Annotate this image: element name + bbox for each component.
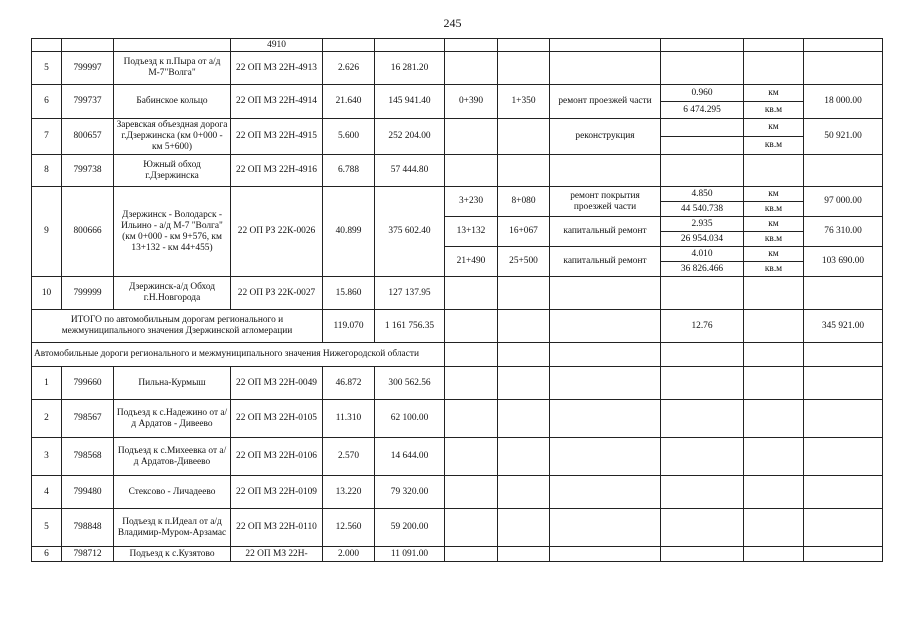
road-code: 799738 [62, 155, 114, 187]
road-name: Пильна-Курмыш [114, 367, 231, 400]
total-work-length: 12.76 [661, 310, 744, 343]
work-length: 2.935 [661, 217, 744, 232]
work-area: 44 540.738 [661, 202, 744, 217]
road-index: 22 ОП МЗ 22Н-0109 [231, 476, 323, 509]
row-number: 5 [32, 509, 62, 547]
road-name: Подъезд к с.Михеевка от а/д Ардатов-Дивеево [114, 438, 231, 476]
road-code: 798567 [62, 400, 114, 438]
work-end: 16+067 [498, 217, 550, 247]
work-sum: 18 000.00 [804, 85, 883, 119]
road-cost: 127 137.95 [375, 277, 445, 310]
road-cost: 16 281.20 [375, 52, 445, 85]
road-length: 15.860 [323, 277, 375, 310]
total-label: ИТОГО по автомобильным дорогам регионального и межмуниципального значения Дзержинской агломерации [32, 310, 323, 343]
road-length: 21.640 [323, 85, 375, 119]
total-sum: 345 921.00 [804, 310, 883, 343]
work-start: 21+490 [445, 247, 498, 277]
road-index: 4910 [231, 39, 323, 52]
table-row [32, 367, 883, 400]
unit-km: км [744, 187, 804, 202]
work-length: 4.010 [661, 247, 744, 262]
table-row [32, 119, 883, 137]
road-code: 799999 [62, 277, 114, 310]
road-length: 40.899 [323, 187, 375, 277]
work-type: ремонт покрытия проезжей части [550, 187, 661, 217]
unit-sqm: кв.м [744, 262, 804, 277]
table-row [32, 52, 883, 85]
row-number: 8 [32, 155, 62, 187]
roads-table [31, 38, 883, 562]
row-number: 7 [32, 119, 62, 155]
total-row [32, 310, 883, 343]
road-name: Южный обход г.Дзержинска [114, 155, 231, 187]
row-number: 6 [32, 547, 62, 562]
road-code: 799737 [62, 85, 114, 119]
road-code: 799997 [62, 52, 114, 85]
unit-sqm: кв.м [744, 232, 804, 247]
road-index: 22 ОП МЗ 22Н-4913 [231, 52, 323, 85]
total-cost: 1 161 756.35 [375, 310, 445, 343]
road-length: 6.788 [323, 155, 375, 187]
table-row [32, 400, 883, 438]
work-sum: 103 690.00 [804, 247, 883, 277]
section-header-row [32, 343, 883, 367]
work-start: 13+132 [445, 217, 498, 247]
road-length: 12.560 [323, 509, 375, 547]
row-number: 1 [32, 367, 62, 400]
road-index: 22 ОП РЗ 22К-0027 [231, 277, 323, 310]
road-index: 22 ОП МЗ 22Н-0049 [231, 367, 323, 400]
unit-sqm: кв.м [744, 202, 804, 217]
road-length: 2.000 [323, 547, 375, 562]
road-cost: 62 100.00 [375, 400, 445, 438]
road-code: 798712 [62, 547, 114, 562]
road-cost: 145 941.40 [375, 85, 445, 119]
road-name: Бабинское кольцо [114, 85, 231, 119]
work-end: 25+500 [498, 247, 550, 277]
road-code: 799480 [62, 476, 114, 509]
unit-sqm: кв.м [744, 137, 804, 155]
work-type: ремонт проезжей части [550, 85, 661, 119]
row-number: 4 [32, 476, 62, 509]
total-length: 119.070 [323, 310, 375, 343]
table-row [32, 438, 883, 476]
road-cost: 300 562.56 [375, 367, 445, 400]
unit-sqm: кв.м [744, 102, 804, 119]
road-length: 11.310 [323, 400, 375, 438]
table-row [32, 155, 883, 187]
page-number: 245 [443, 16, 462, 30]
section-title: Автомобильные дороги регионального и межмуниципального значения Нижегородской области [32, 343, 445, 367]
row-number: 5 [32, 52, 62, 85]
work-start: 0+390 [445, 85, 498, 119]
road-cost: 252 204.00 [375, 119, 445, 155]
row-number: 10 [32, 277, 62, 310]
road-length: 46.872 [323, 367, 375, 400]
road-code: 798568 [62, 438, 114, 476]
table-row [32, 547, 883, 562]
table-row [32, 85, 883, 102]
road-index: 22 ОП МЗ 22Н-4916 [231, 155, 323, 187]
road-cost: 11 091.00 [375, 547, 445, 562]
work-length: 4.850 [661, 187, 744, 202]
work-end: 8+080 [498, 187, 550, 217]
road-cost: 59 200.00 [375, 509, 445, 547]
road-name: Подъезд к п.Идеал от а/д Владимир-Муром-Арзамас [114, 509, 231, 547]
road-name: Дзержинск-а/д Обход г.Н.Новгорода [114, 277, 231, 310]
unit-km: км [744, 217, 804, 232]
work-type: реконструкция [550, 119, 661, 155]
work-length: 0.960 [661, 85, 744, 102]
road-code: 800657 [62, 119, 114, 155]
road-code: 800666 [62, 187, 114, 277]
road-index: 22 ОП МЗ 22Н-4914 [231, 85, 323, 119]
road-length: 2.626 [323, 52, 375, 85]
road-index: 22 ОП МЗ 22Н-4915 [231, 119, 323, 155]
row-number: 2 [32, 400, 62, 438]
unit-km: км [744, 85, 804, 102]
table-row [32, 476, 883, 509]
road-name: Заревская объездная дорога г.Дзержинска (км 0+000 - км 5+600) [114, 119, 231, 155]
road-name: Подъезд к с.Кузятово [114, 547, 231, 562]
work-area: 6 474.295 [661, 102, 744, 119]
work-area: 26 954.034 [661, 232, 744, 247]
road-name: Стексово - Личадеево [114, 476, 231, 509]
road-length: 13.220 [323, 476, 375, 509]
road-cost: 79 320.00 [375, 476, 445, 509]
road-cost: 57 444.80 [375, 155, 445, 187]
road-index: 22 ОП РЗ 22К-0026 [231, 187, 323, 277]
work-sum: 97 000.00 [804, 187, 883, 217]
row-number: 3 [32, 438, 62, 476]
row-number: 6 [32, 85, 62, 119]
road-name: Подъезд к п.Пыра от а/д М-7"Волга" [114, 52, 231, 85]
road-cost: 375 602.40 [375, 187, 445, 277]
road-length: 5.600 [323, 119, 375, 155]
work-sum: 76 310.00 [804, 217, 883, 247]
work-sum: 50 921.00 [804, 119, 883, 155]
table-row [32, 39, 883, 52]
road-name: Дзержинск - Володарск - Ильино - а/д М-7 "Волга" (км 0+000 - км 9+576, км 13+132 - км 44+455) [114, 187, 231, 277]
unit-km: км [744, 119, 804, 137]
work-start: 3+230 [445, 187, 498, 217]
work-area: 36 826.466 [661, 262, 744, 277]
table-row [32, 509, 883, 547]
road-length: 2.570 [323, 438, 375, 476]
row-number: 9 [32, 187, 62, 277]
road-code: 798848 [62, 509, 114, 547]
road-cost: 14 644.00 [375, 438, 445, 476]
work-type: капитальный ремонт [550, 247, 661, 277]
table-row [32, 187, 883, 202]
road-index: 22 ОП МЗ 22Н-0106 [231, 438, 323, 476]
road-code: 799660 [62, 367, 114, 400]
road-index: 22 ОП МЗ 22Н-0110 [231, 509, 323, 547]
work-type: капитальный ремонт [550, 217, 661, 247]
table-row [32, 277, 883, 310]
work-end: 1+350 [498, 85, 550, 119]
unit-km: км [744, 247, 804, 262]
road-index: 22 ОП МЗ 22Н-0105 [231, 400, 323, 438]
road-index: 22 ОП МЗ 22Н- [231, 547, 323, 562]
road-name: Подъезд к с.Надежино от а/д Ардатов - Дивеево [114, 400, 231, 438]
